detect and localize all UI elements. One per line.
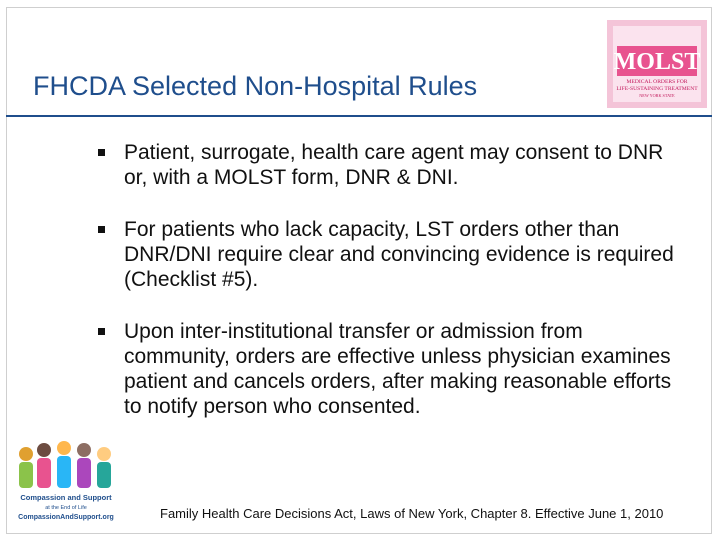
compassion-logo-line3: CompassionAndSupport.org [18, 514, 114, 521]
footer-citation: Family Health Care Decisions Act, Laws of New York, Chapter 8. Effective June 1, 2010 [160, 506, 664, 521]
bullet-list [98, 140, 688, 446]
compassion-logo-line2: at the End of Life [45, 505, 87, 511]
molst-logo-word: MOLST [613, 49, 701, 75]
title-divider [6, 115, 712, 117]
molst-logo [607, 20, 707, 108]
bullet-item [98, 217, 688, 292]
square-bullet-icon [98, 328, 105, 335]
molst-logo-line3: NEW YORK STATE [639, 93, 675, 98]
bullet-text: Upon inter-institutional transfer or admission from community, orders are effective unless physician examines patient and cancels orders, after making reasonable efforts to notify person who consented. [124, 320, 672, 418]
bullet-text: For patients who lack capacity, LST orders other than DNR/DNI require clear and convincing evidence is required (Checklist #5). [124, 218, 674, 291]
bullet-item [98, 140, 688, 190]
square-bullet-icon [98, 226, 105, 233]
bullet-item [98, 319, 688, 419]
square-bullet-icon [98, 149, 105, 156]
molst-logo-line1: MEDICAL ORDERS FOR [626, 79, 688, 85]
compassion-logo-line1: Compassion and Support [20, 493, 112, 502]
compassion-support-logo [12, 440, 120, 526]
molst-logo-line2: LIFE-SUSTAINING TREATMENT [616, 86, 698, 92]
slide-title: FHCDA Selected Non-Hospital Rules [33, 71, 478, 101]
bullet-text: Patient, surrogate, health care agent may consent to DNR or, with a MOLST form, DNR & DNI. [124, 141, 664, 189]
people-group-icon [19, 441, 111, 488]
